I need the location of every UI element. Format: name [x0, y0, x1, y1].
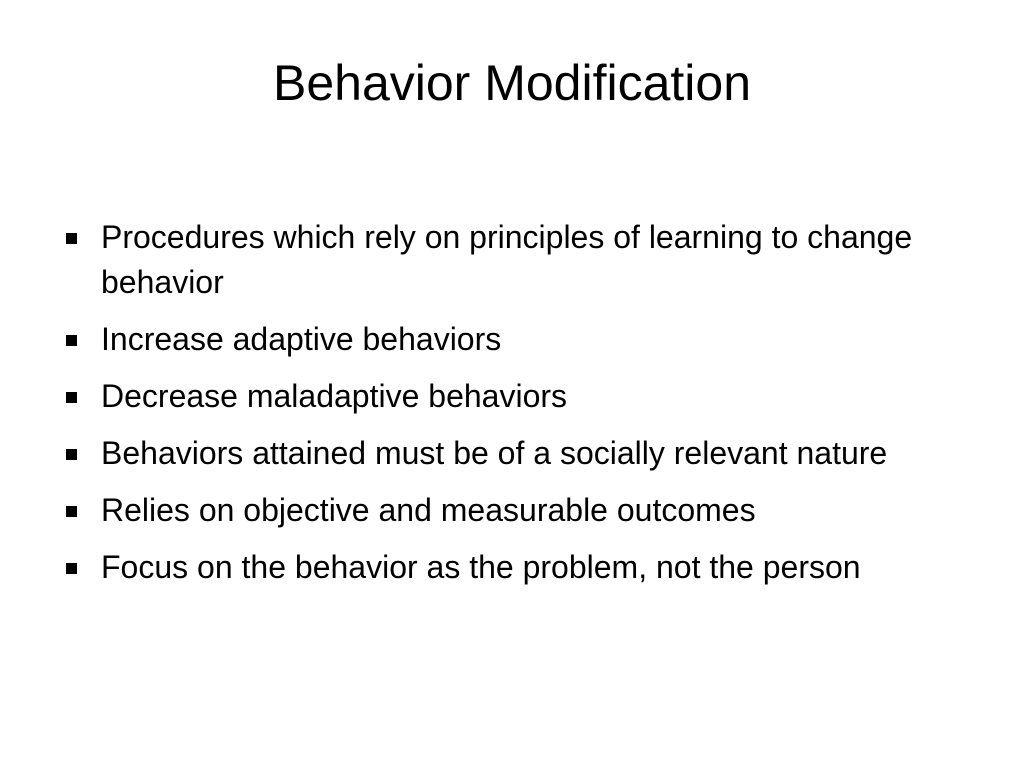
- list-item: [64, 431, 984, 476]
- list-item: [64, 317, 984, 362]
- bullet-text: Behaviors attained must be of a socially relevant nature: [101, 435, 888, 471]
- bullet-list: [64, 215, 984, 602]
- square-bullet-icon: [66, 563, 77, 574]
- square-bullet-icon: [66, 506, 77, 517]
- bullet-text: Decrease maladaptive behaviors: [101, 378, 568, 414]
- list-item: [64, 545, 984, 590]
- list-item: [64, 488, 984, 533]
- bullet-text: Relies on objective and measurable outcomes: [101, 492, 756, 528]
- list-item: [64, 215, 984, 305]
- slide-title: Behavior Modification: [272, 55, 752, 111]
- list-item: [64, 374, 984, 419]
- square-bullet-icon: [66, 233, 77, 244]
- square-bullet-icon: [66, 449, 77, 460]
- bullet-text: Increase adaptive behaviors: [101, 321, 502, 357]
- square-bullet-icon: [66, 392, 77, 403]
- bullet-text: Focus on the behavior as the problem, not the person: [101, 549, 861, 585]
- square-bullet-icon: [66, 335, 77, 346]
- bullet-text: Procedures which rely on principles of learning to change behavior: [101, 219, 913, 300]
